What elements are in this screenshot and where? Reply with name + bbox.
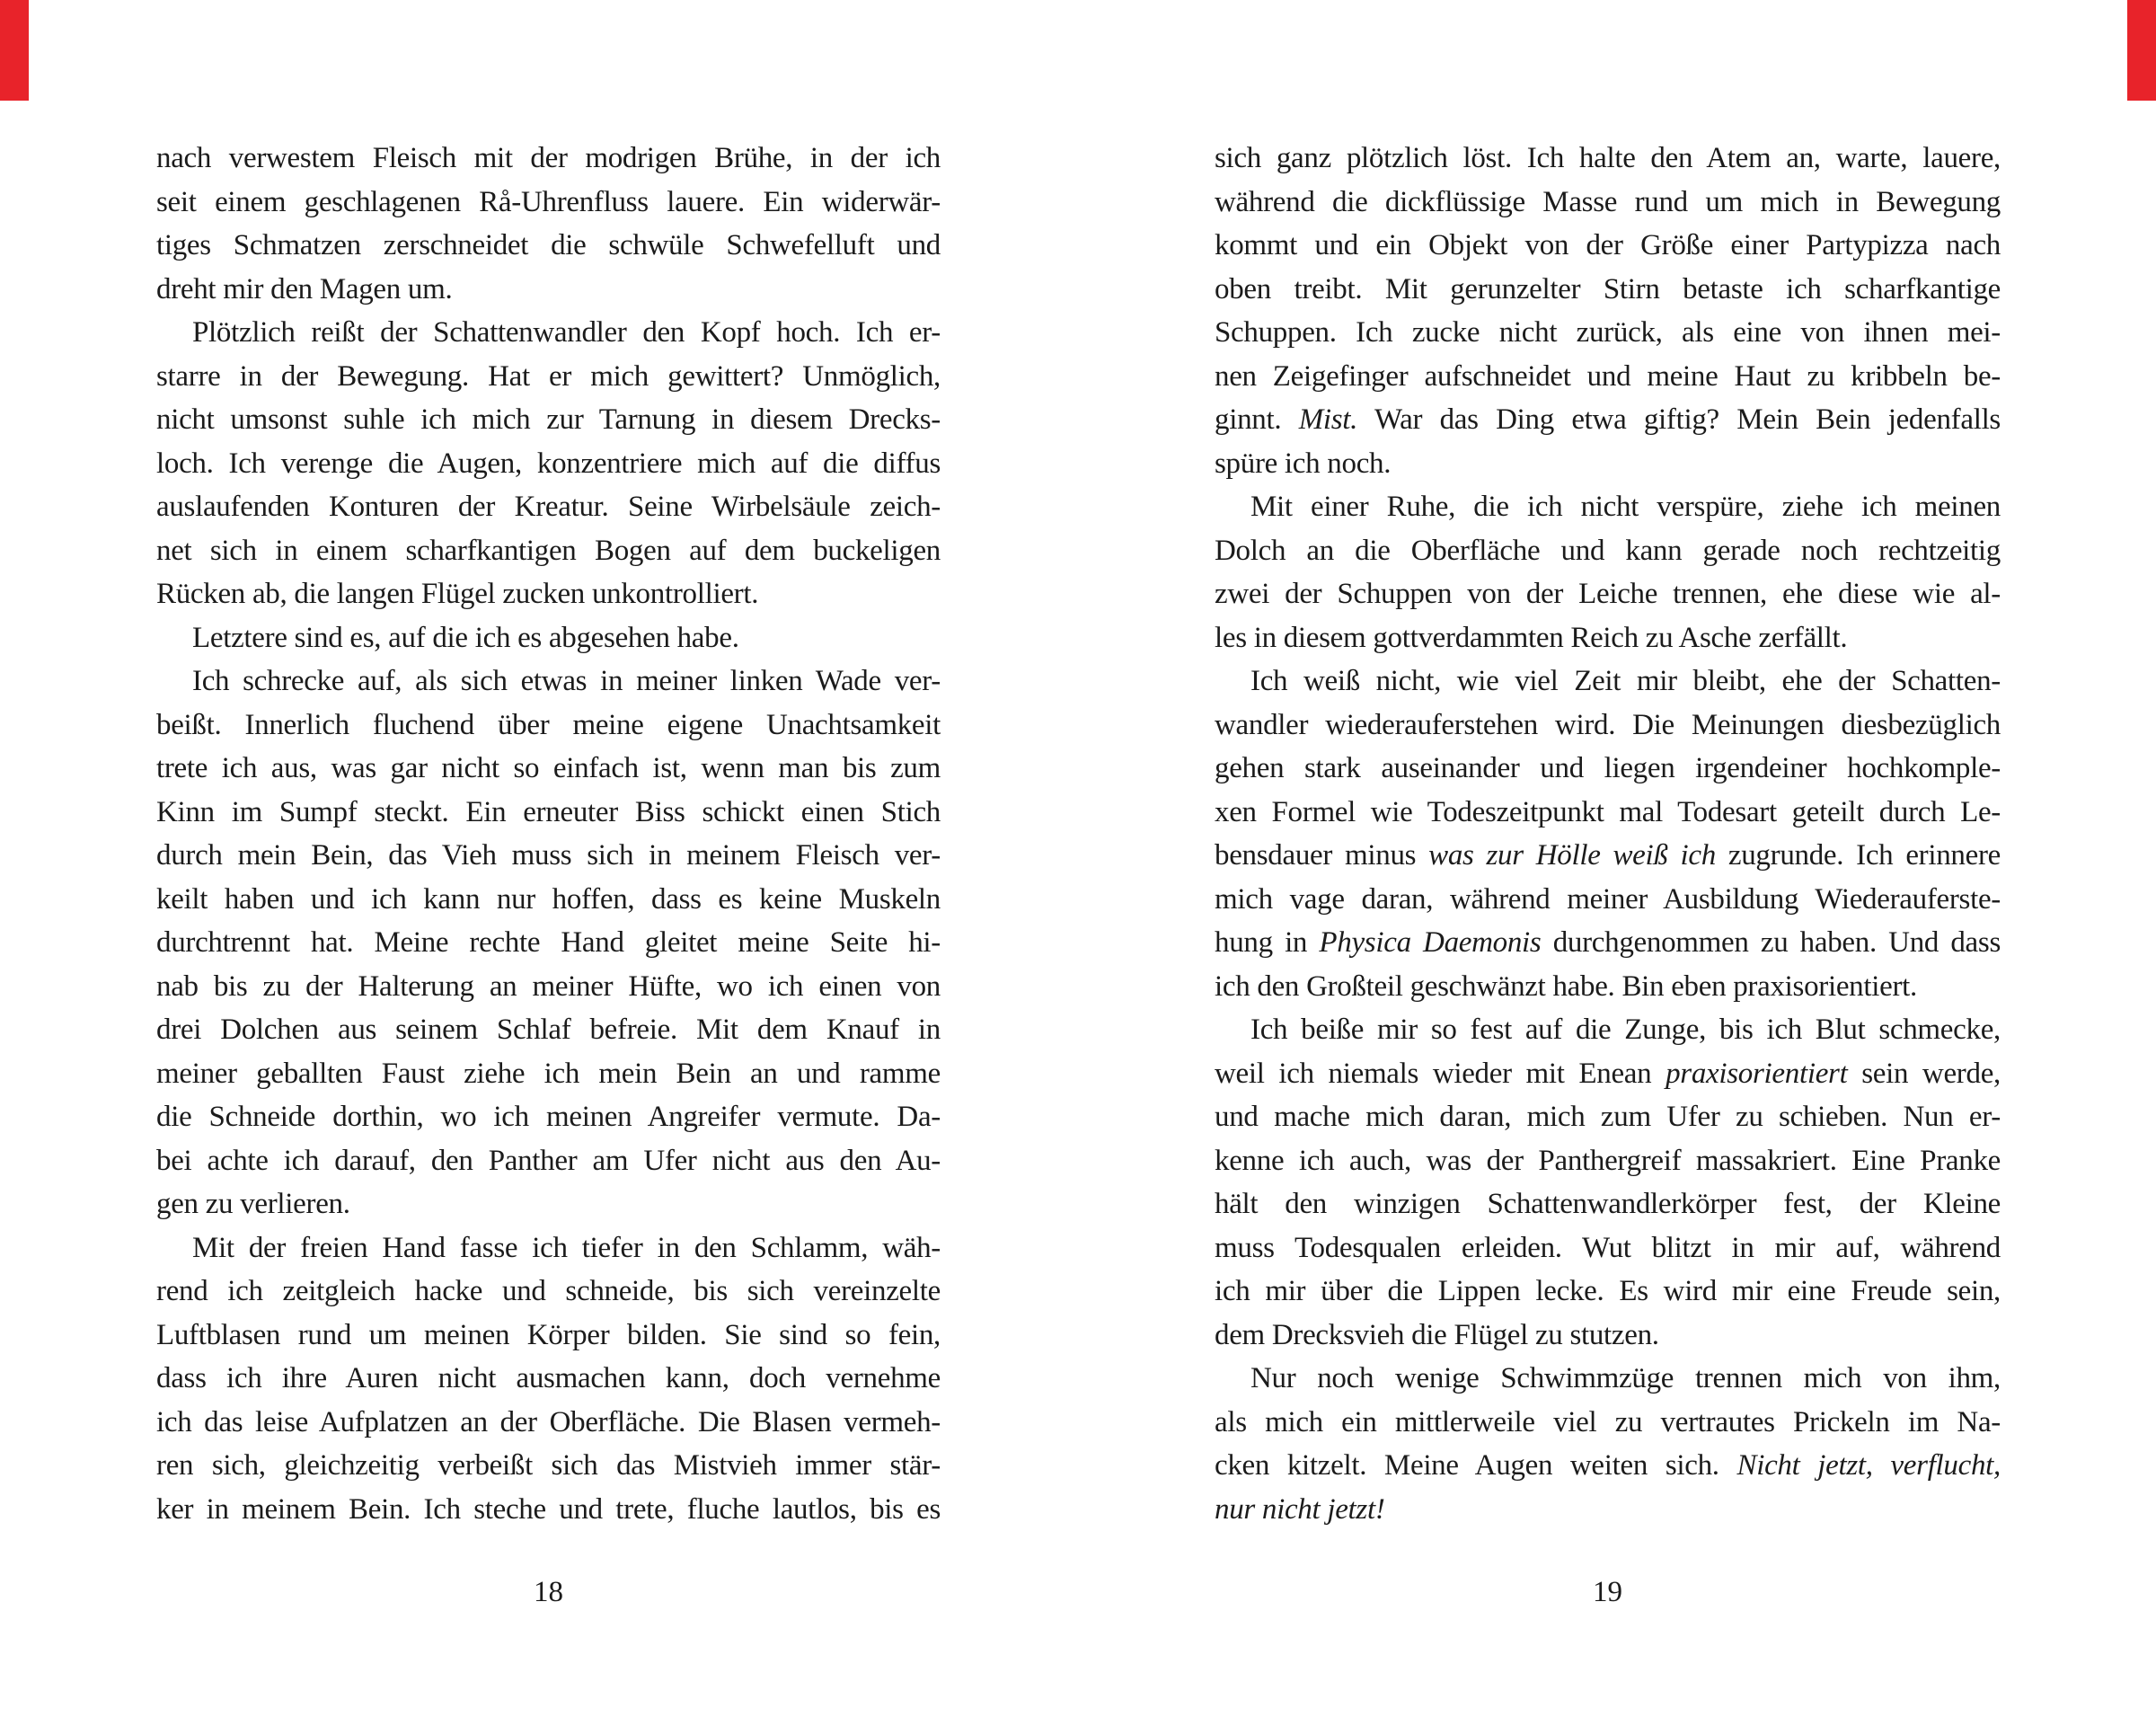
text-line: und mache mich daran, mich zum Ufer zu schieben. Nun er- bbox=[1215, 1101, 2001, 1133]
text-line: hung in Physica Daemonis durchgenommen zu haben. Und dass bbox=[1215, 926, 2001, 959]
text-line: drei Dolchen aus seinem Schlaf befreie. Mit dem Knauf in bbox=[156, 1013, 941, 1046]
text-line: dreht mir den Magen um. bbox=[156, 272, 453, 305]
text-line: keilt haben und ich kann nur hoffen, dass es keine Muskeln bbox=[156, 882, 941, 916]
text-line: kenne ich auch, was der Panthergreif massakriert. Eine Pranke bbox=[1215, 1144, 2001, 1177]
text-line: hält den winzigen Schattenwandlerkörper fest, der Kleine bbox=[1215, 1188, 2001, 1220]
text-line: wandler wiederauferstehen wird. Die Meinungen diesbezüglich bbox=[1215, 708, 2001, 741]
text-line: ich den Großteil geschwänzt habe. Bin eben praxisorientiert. bbox=[1215, 969, 1917, 1003]
text-line: Rücken ab, die langen Flügel zucken unkontrolliert. bbox=[156, 578, 759, 610]
text-line: Mit einer Ruhe, die ich nicht verspüre, ziehe ich meinen bbox=[1250, 491, 2001, 523]
text-line: oben treibt. Mit gerunzelter Stirn betaste ich scharfkantige bbox=[1215, 272, 2001, 305]
text-line: dem Drecksvieh die Flügel zu stutzen. bbox=[1215, 1318, 1659, 1351]
text-line: nach verwestem Fleisch mit der modrigen Brühe, in der ich bbox=[156, 142, 941, 174]
text-line: dass ich ihre Auren nicht ausmachen kann, doch vernehme bbox=[156, 1362, 941, 1394]
text-line: Nur noch wenige Schwimmzüge trennen mich von ihm, bbox=[1250, 1362, 2001, 1394]
text-line: beißt. Innerlich fluchend über meine eigene Unachtsamkeit bbox=[156, 708, 941, 741]
text-line: Luftblasen rund um meinen Körper bilden. Sie sind so fein, bbox=[156, 1318, 941, 1351]
text-line: Ich weiß nicht, wie viel Zeit mir bleibt, ehe der Schatten- bbox=[1250, 665, 2001, 697]
text-line: nicht umsonst suhle ich mich zur Tarnung in diesem Drecks- bbox=[156, 403, 941, 436]
text-line: rend ich zeitgleich hacke und schneide, bis sich vereinzelte bbox=[156, 1275, 941, 1307]
page-number-right: 19 bbox=[1593, 1576, 1622, 1608]
text-line: tiges Schmatzen zerschneidet die schwüle Schwefelluft und bbox=[156, 229, 941, 261]
text-line: loch. Ich verenge die Augen, konzentriere mich auf die diffus bbox=[156, 447, 941, 480]
text-line: nen Zeigefinger aufschneidet und meine Haut zu kribbeln be- bbox=[1215, 359, 2001, 393]
text-line: die Schneide dorthin, wo ich meinen Angreifer vermute. Da- bbox=[156, 1101, 941, 1133]
text-line: bensdauer minus was zur Hölle weiß ich zugrunde. Ich erinnere bbox=[1215, 839, 2001, 872]
text-line: ginnt. Mist. War das Ding etwa giftig? Mein Bein jedenfalls bbox=[1215, 403, 2001, 436]
text-line: Schuppen. Ich zucke nicht zurück, als eine von ihnen mei- bbox=[1215, 316, 2001, 349]
red-corner-mark-left bbox=[0, 0, 29, 101]
text-line: ich mir über die Lippen lecke. Es wird mir eine Freude sein, bbox=[1215, 1275, 2001, 1307]
text-line: les in diesem gottverdammten Reich zu Asche zerfällt. bbox=[1215, 621, 1848, 654]
text-line: kommt und ein Objekt von der Größe einer Partypizza nach bbox=[1215, 229, 2001, 261]
text-line: ren sich, gleichzeitig verbeißt sich das Mistvieh immer stär- bbox=[156, 1449, 941, 1482]
text-line: ker in meinem Bein. Ich steche und trete, fluche lautlos, bis es bbox=[156, 1492, 941, 1526]
text-line: zwei der Schuppen von der Leiche trennen, ehe diese wie al- bbox=[1215, 578, 2001, 610]
red-corner-mark-right bbox=[2127, 0, 2156, 101]
text-line: ich das leise Aufplatzen an der Oberfläche. Die Blasen vermeh- bbox=[156, 1405, 941, 1438]
text-line: mich vage daran, während meiner Ausbildung Wiederauferste- bbox=[1215, 882, 2001, 916]
text-line: Ich beiße mir so fest auf die Zunge, bis ich Blut schmecke, bbox=[1250, 1013, 2001, 1046]
text-line: Plötzlich reißt der Schattenwandler den Kopf hoch. Ich er- bbox=[192, 316, 941, 349]
text-line: trete ich aus, was gar nicht so einfach ist, wenn man bis zum bbox=[156, 752, 941, 784]
text-line: starre in der Bewegung. Hat er mich gewittert? Unmöglich, bbox=[156, 359, 941, 393]
text-line: durchtrennt hat. Meine rechte Hand gleitet meine Seite hi- bbox=[156, 926, 941, 959]
text-line: Mit der freien Hand fasse ich tiefer in den Schlamm, wäh- bbox=[192, 1231, 941, 1264]
text-line: Kinn im Sumpf steckt. Ein erneuter Biss schickt einen Stich bbox=[156, 795, 941, 828]
text-line: weil ich niemals wieder mit Enean praxisorientiert sein werde, bbox=[1215, 1057, 2001, 1090]
text-line: nab bis zu der Halterung an meiner Hüfte, wo ich einen von bbox=[156, 969, 941, 1003]
text-line: net sich in einem scharfkantigen Bogen auf dem buckeligen bbox=[156, 534, 941, 567]
text-line: cken kitzelt. Meine Augen weiten sich. Nicht jetzt, verflucht, bbox=[1215, 1449, 2001, 1482]
page-right-text-column bbox=[1215, 137, 2001, 1531]
text-line: seit einem geschlagenen Rå-Uhrenfluss lauere. Ein widerwär- bbox=[156, 185, 941, 218]
text-line: während die dickflüssige Masse rund um mich in Bewegung bbox=[1215, 185, 2001, 218]
text-line: xen Formel wie Todeszeitpunkt mal Todesart geteilt durch Le- bbox=[1215, 795, 2001, 828]
text-line: muss Todesqualen erleiden. Wut blitzt in mir auf, während bbox=[1215, 1231, 2001, 1264]
text-line: meiner geballten Faust ziehe ich mein Bein an und ramme bbox=[156, 1057, 941, 1090]
text-line: gen zu verlieren. bbox=[156, 1188, 350, 1220]
page-left-text-column bbox=[156, 137, 941, 1531]
text-line: spüre ich noch. bbox=[1215, 447, 1392, 480]
text-line: gehen stark auseinander und liegen irgendeiner hochkomple- bbox=[1215, 752, 2001, 784]
text-line: als mich ein mittlerweile viel zu vertrautes Prickeln im Na- bbox=[1215, 1405, 2001, 1438]
text-line: Dolch an die Oberfläche und kann gerade noch rechtzeitig bbox=[1215, 534, 2001, 567]
text-line: durch mein Bein, das Vieh muss sich in meinem Fleisch ver- bbox=[156, 839, 941, 872]
text-line: auslaufenden Konturen der Kreatur. Seine Wirbelsäule zeich- bbox=[156, 491, 941, 523]
text-line: sich ganz plötzlich löst. Ich halte den Atem an, warte, lauere, bbox=[1215, 142, 2001, 174]
text-line: nur nicht jetzt! bbox=[1215, 1492, 1385, 1526]
text-line: Letztere sind es, auf die ich es abgesehen habe. bbox=[192, 621, 739, 654]
page-number-left: 18 bbox=[534, 1576, 563, 1608]
text-line: bei achte ich darauf, den Panther am Ufer nicht aus den Au- bbox=[156, 1144, 941, 1177]
text-line: Ich schrecke auf, als sich etwas in meiner linken Wade ver- bbox=[192, 665, 941, 697]
